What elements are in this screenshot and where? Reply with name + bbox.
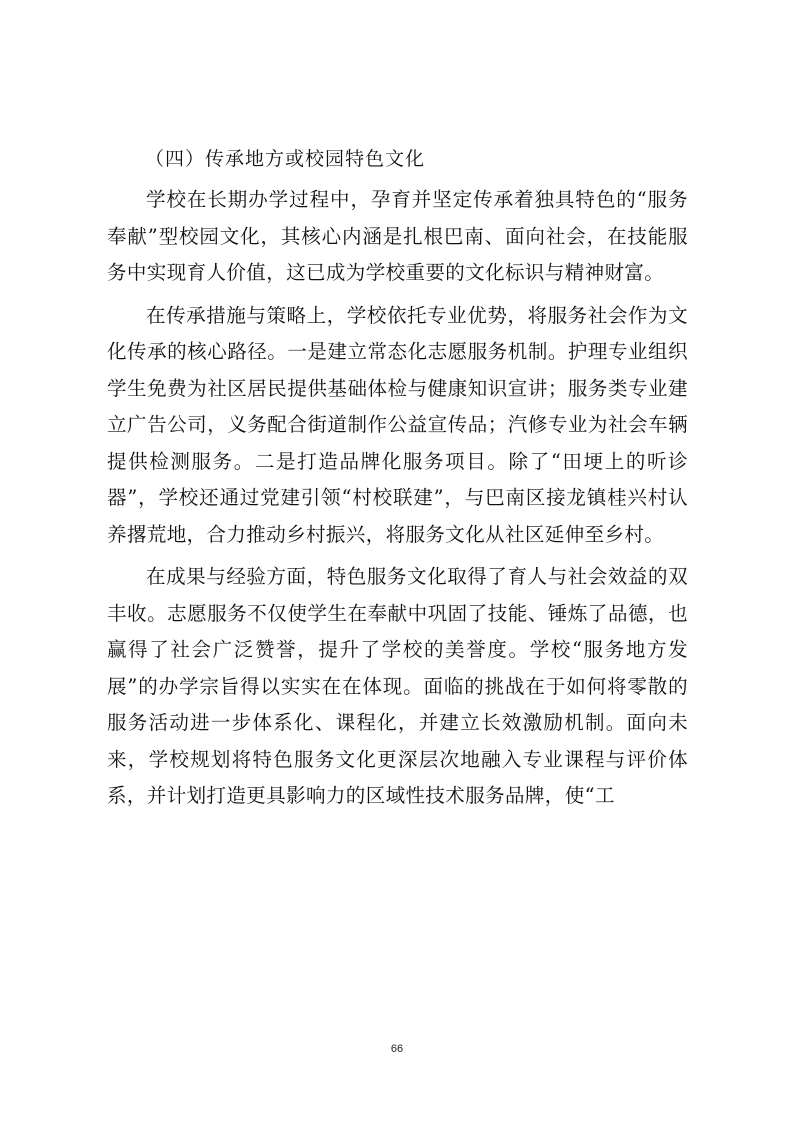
- paragraph-results-experience: 在成果与经验方面，特色服务文化取得了育人与社会效益的双丰收。志愿服务不仅使学生在奉献中巩固了技能、锤炼了品德，也赢得了社会广泛赞誉，提升了学校的美誉度。学校“服务地方发展”的办学宗旨得以实实在在体现。面临的挑战在于如何将零散的服务活动进一步体系化、课程化，并建立长效激励机制。面向未来，学校规划将特色服务文化更深层次地融入专业课程与评价体系，并计划打造更具影响力的区域性技术服务品牌，使“工: [107, 565, 688, 807]
- page-number: 66: [390, 1043, 404, 1055]
- section-heading: （四）传承地方或校园特色文化: [145, 148, 426, 170]
- section-body: [107, 142, 688, 815]
- paragraph-service-culture: 学校在长期办学过程中，孕育并坚定传承着独具特色的“服务奉献”型校园文化，其核心内涵是扎根巴南、面向社会，在技能服务中实现育人价值，这已成为学校重要的文化标识与精神财富。: [107, 188, 688, 284]
- paragraph-measures-strategies: 在传承措施与策略上，学校依托专业优势，将服务社会作为文化传承的核心路径。一是建立常态化志愿服务机制。护理专业组织学生免费为社区居民提供基础体检与健康知识宣讲；服务类专业建立广告公司，义务配合街道制作公益宣传品；汽修专业为社会车辆提供检测服务。二是打造品牌化服务项目。除了“田埂上的听诊器”，学校还通过党建引领“村校联建”，与巴南区接龙镇桂兴村认养撂荒地，合力推动乡村振兴，将服务文化从社区延伸至乡村。: [107, 303, 688, 546]
